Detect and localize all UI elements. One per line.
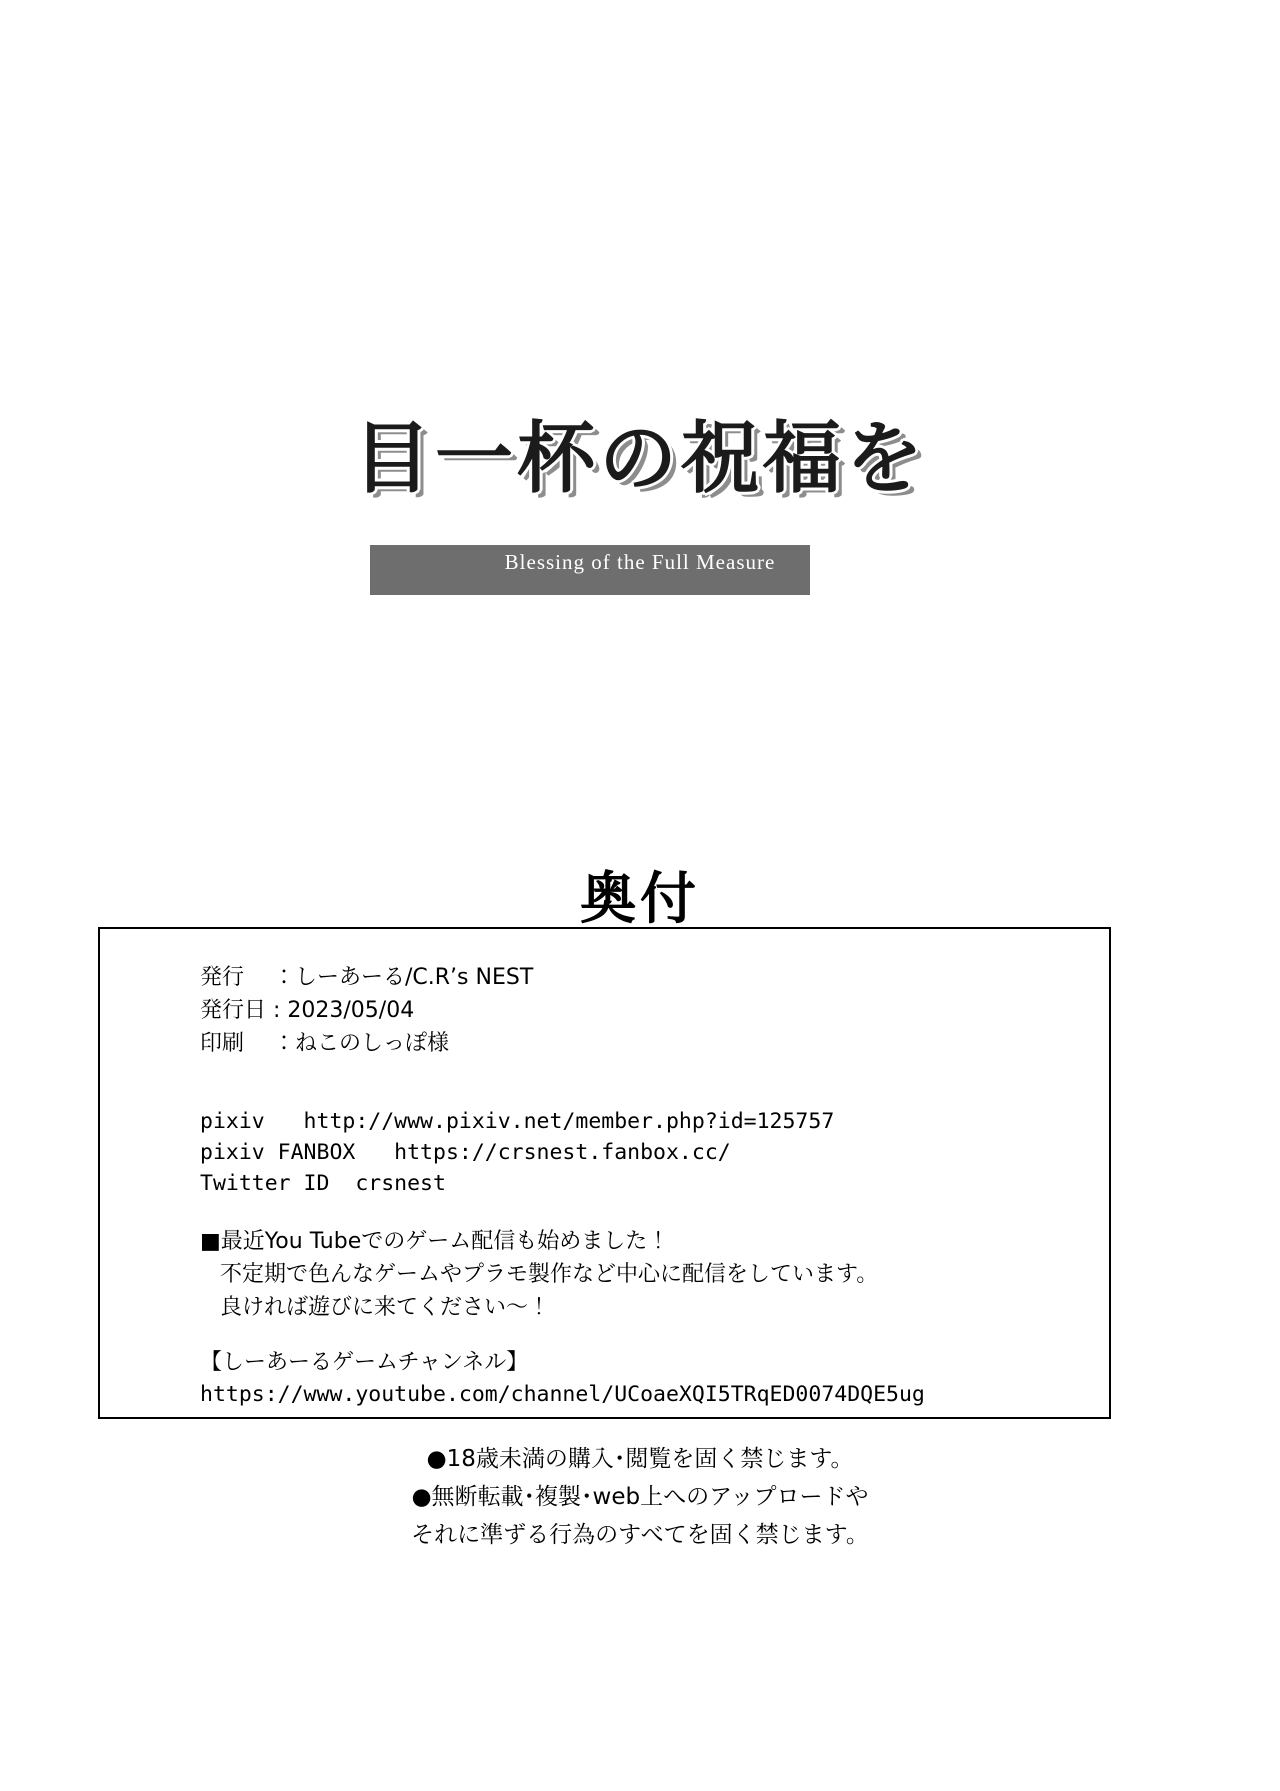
spacer-credits-links [200, 1060, 1089, 1106]
title-logo-main: 目一杯の祝福を [352, 413, 927, 504]
channel-name: 【しーあーるゲームチャンネル】 [200, 1350, 529, 1375]
link-pixiv-fanbox[interactable]: pixiv FANBOX https://crsnest.fanbox.cc/ [200, 1140, 731, 1165]
channel-url[interactable]: https://www.youtube.com/channel/UCoaeXQI5TRqED0074DQE5ug [200, 1382, 925, 1407]
colophon-heading: 奥付 [580, 867, 700, 932]
announcement-line-3: 良ければ遊びに来てください〜！ [220, 1295, 551, 1320]
title-logo-subtitle: Blessing of the Full Measure [504, 550, 776, 574]
credit-printer: 印刷 ：ねこのしっぽ様 [200, 1031, 449, 1056]
colophon-box [98, 927, 1111, 1419]
announcement-line-2: 不定期で色んなゲームやプラモ製作など中心に配信をしています。 [220, 1262, 879, 1287]
legal-notices [0, 1440, 1280, 1554]
spacer-announcement-channel [200, 1324, 1089, 1346]
link-twitter[interactable]: Twitter ID crsnest [200, 1171, 446, 1196]
notice-age-restriction: ●18歳未満の購入･閲覧を固く禁じます。 [426, 1446, 854, 1472]
credit-publisher: 発行 ：しーあーる/C.R’s NEST [200, 965, 534, 990]
link-pixiv[interactable]: pixiv http://www.pixiv.net/member.php?id=125757 [200, 1109, 835, 1134]
credit-date: 発行日 : 2023/05/04 [200, 998, 415, 1023]
spacer-links-announcement [200, 1199, 1089, 1225]
title-logo [0, 413, 1280, 574]
notice-reproduction-1: ●無断転載･複製･web上へのアップロードや [411, 1484, 869, 1510]
notice-reproduction-2: それに準ずる行為のすべてを固く禁じます。 [411, 1522, 869, 1548]
colophon-content [200, 961, 1089, 1410]
announcement-line-1: ■最近You Tubeでのゲーム配信も始めました！ [200, 1229, 670, 1254]
